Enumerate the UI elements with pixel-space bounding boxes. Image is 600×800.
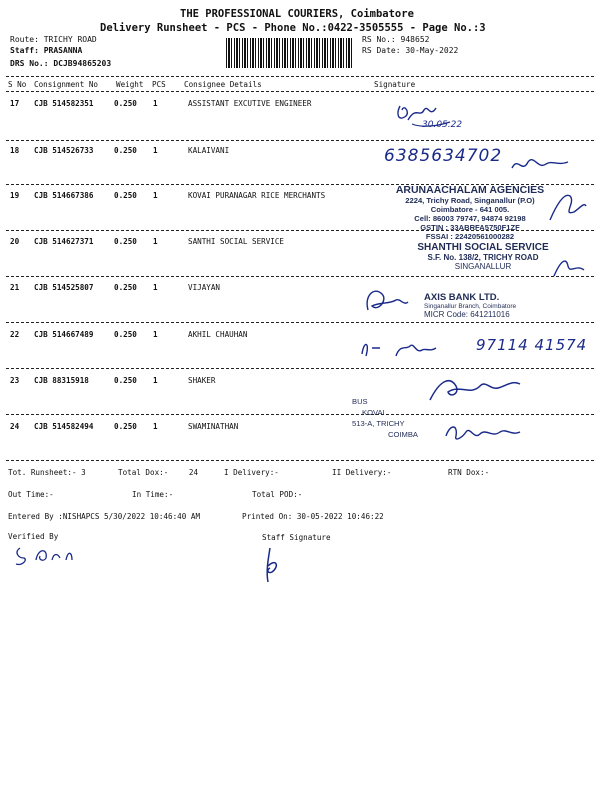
divider	[6, 460, 594, 461]
row-pcs: 1	[153, 330, 158, 339]
stamp-line: 513-A, TRICHY	[352, 419, 405, 428]
rs-date-value: 30-May-2022	[405, 46, 459, 55]
printed-on: Printed On: 30-05-2022 10:46:22	[242, 512, 384, 521]
row-consignee: SANTHI SOCIAL SERVICE	[188, 237, 285, 246]
row-sno: 24	[10, 422, 20, 431]
row-consignment-no: CJB 514582494	[34, 422, 94, 431]
stamp-line: KOVAI	[362, 408, 385, 417]
stamp-line: AXIS BANK LTD.	[424, 292, 500, 303]
route-line	[10, 35, 97, 44]
staff-signature	[258, 544, 288, 586]
col-header-consignment: Consignment No	[34, 80, 99, 89]
row-pcs: 1	[153, 237, 158, 246]
route-label: Route:	[10, 35, 39, 44]
divider	[6, 91, 594, 92]
i-delivery: I Delivery:-	[224, 468, 279, 477]
divider	[6, 276, 594, 277]
row-weight: 0.250	[114, 146, 137, 155]
company-title: THE PROFESSIONAL COURIERS, Coimbatore	[180, 8, 414, 20]
verified-by: Verified By	[8, 532, 59, 541]
stamp-arunaachalam	[380, 184, 560, 241]
row-sno: 22	[10, 330, 20, 339]
stamp-axis-bank	[424, 292, 544, 319]
stamp-line: ARUNAACHALAM AGENCIES	[395, 184, 545, 196]
row-pcs: 1	[153, 422, 158, 431]
row-weight: 0.250	[114, 283, 137, 292]
signature-row-24	[440, 418, 540, 448]
verified-signature	[12, 540, 82, 570]
signature-row-19	[540, 186, 590, 226]
row-pcs: 1	[153, 146, 158, 155]
signature-row-17	[392, 96, 482, 138]
row-sno: 17	[10, 99, 20, 108]
stamp-line: 2224, Trichy Road, Singanallur (P.O)	[405, 196, 535, 205]
barcode	[226, 38, 354, 68]
stamp-line: FSSAI : 22420561000282	[425, 232, 515, 241]
total-pod: Total POD:-	[252, 490, 303, 499]
rs-date-line	[362, 46, 458, 55]
stamp-shanthi	[398, 242, 568, 271]
row-consignment-no: CJB 514667386	[34, 191, 94, 200]
total-dox-value: 24	[188, 468, 199, 477]
runsheet-subtitle: Delivery Runsheet - PCS - Phone No.:0422-3505555 - Page No.:3	[100, 22, 486, 34]
row-sno: 23	[10, 376, 20, 385]
stamp-shaker	[352, 396, 418, 440]
row-sno: 18	[10, 146, 20, 155]
row-consignment-no: CJB 88315918	[34, 376, 89, 385]
row-weight: 0.250	[114, 99, 137, 108]
stamp-line: BUS	[352, 397, 368, 406]
drs-label: DRS No.:	[10, 59, 49, 68]
row-consignee: KALAIVANI	[188, 146, 230, 155]
row-consignee: AKHIL CHAUHAN	[188, 330, 248, 339]
divider	[6, 140, 594, 141]
stamp-line: Coimbatore - 641 005.	[430, 205, 510, 214]
row-pcs: 1	[153, 99, 158, 108]
stamp-line: Singanallur Branch, Coimbatore	[424, 303, 517, 310]
divider	[6, 368, 594, 369]
rtn-dox: RTN Dox:-	[448, 468, 490, 477]
row-consignment-no: CJB 514582351	[34, 99, 94, 108]
row-consignee: KOVAI PURANAGAR RICE MERCHANTS	[188, 191, 326, 200]
stamp-line: MICR Code: 641211016	[424, 310, 510, 319]
handwritten-phone-row-18: 6385634702	[384, 146, 503, 166]
out-time: Out Time:-	[8, 490, 54, 499]
staff-line	[10, 46, 82, 55]
col-header-weight: Weight	[116, 80, 144, 89]
row-weight: 0.250	[114, 330, 137, 339]
staff-label: Staff:	[10, 46, 39, 55]
divider	[6, 322, 594, 323]
rs-date-label: RS Date:	[362, 46, 401, 55]
rs-no-label: RS No.:	[362, 35, 396, 44]
row-weight: 0.250	[114, 376, 137, 385]
row-consignee: SWAMINATHAN	[188, 422, 239, 431]
drs-line	[10, 59, 111, 68]
row-consignment-no: CJB 514525807	[34, 283, 94, 292]
total-dox-label: Total Dox:-	[118, 468, 169, 477]
rs-no-line	[362, 35, 429, 44]
row-sno: 21	[10, 283, 20, 292]
staff-value: PRASANNA	[43, 46, 83, 55]
rs-no-value: 948652	[400, 35, 430, 44]
in-time: In Time:-	[132, 490, 174, 499]
stamp-line: COIMBA	[388, 430, 418, 439]
staff-signature-label: Staff Signature	[262, 533, 331, 542]
row-consignee: VIJAYAN	[188, 283, 221, 292]
row-sno: 20	[10, 237, 20, 246]
col-header-sno: S No	[8, 80, 27, 89]
stamp-line: S.F. No. 138/2, TRICHY ROAD	[427, 253, 539, 262]
stamp-line: Cell: 86003 79747, 94874 92198	[414, 214, 526, 223]
row-pcs: 1	[153, 283, 158, 292]
row-consignment-no: CJB 514627371	[34, 237, 94, 246]
drs-value: DCJB94865203	[53, 59, 112, 68]
row-weight: 0.250	[114, 422, 137, 431]
entered-by: Entered By :NISHAPCS 5/30/2022 10:46:40 AM	[8, 512, 201, 521]
row-consignee: ASSISTANT EXCUTIVE ENGINEER	[188, 99, 312, 108]
ii-delivery: II Delivery:-	[332, 468, 392, 477]
row-pcs: 1	[153, 191, 158, 200]
col-header-signature: Signature	[374, 80, 416, 89]
tot-runsheet: Tot. Runsheet:- 3	[8, 468, 86, 477]
row-consignment-no: CJB 514667489	[34, 330, 94, 339]
stamp-line: SINGANALLUR	[454, 262, 512, 271]
stamp-line: SHANTHI SOCIAL SERVICE	[417, 242, 549, 253]
total-dox	[118, 468, 198, 477]
signature-row-18	[508, 150, 578, 180]
signature-row-22	[356, 334, 456, 364]
signature-row-21	[360, 282, 410, 320]
row-consignee: SHAKER	[188, 376, 216, 385]
stamp-line: GSTIN : 33ABRFA5750F1ZF	[420, 223, 520, 232]
col-header-consignee: Consignee Details	[184, 80, 262, 89]
handwritten-date: 30.05.22	[422, 120, 463, 130]
col-header-pcs: PCS	[152, 80, 166, 89]
signature-row-23	[420, 370, 530, 410]
row-sno: 19	[10, 191, 20, 200]
row-pcs: 1	[153, 376, 158, 385]
handwritten-phone-row-22: 97114 41574	[476, 336, 588, 354]
row-weight: 0.250	[114, 237, 137, 246]
signature-row-20	[550, 252, 590, 282]
row-weight: 0.250	[114, 191, 137, 200]
route-value: TRICHY ROAD	[43, 35, 97, 44]
divider	[6, 414, 594, 415]
row-consignment-no: CJB 514526733	[34, 146, 94, 155]
divider	[6, 76, 594, 77]
